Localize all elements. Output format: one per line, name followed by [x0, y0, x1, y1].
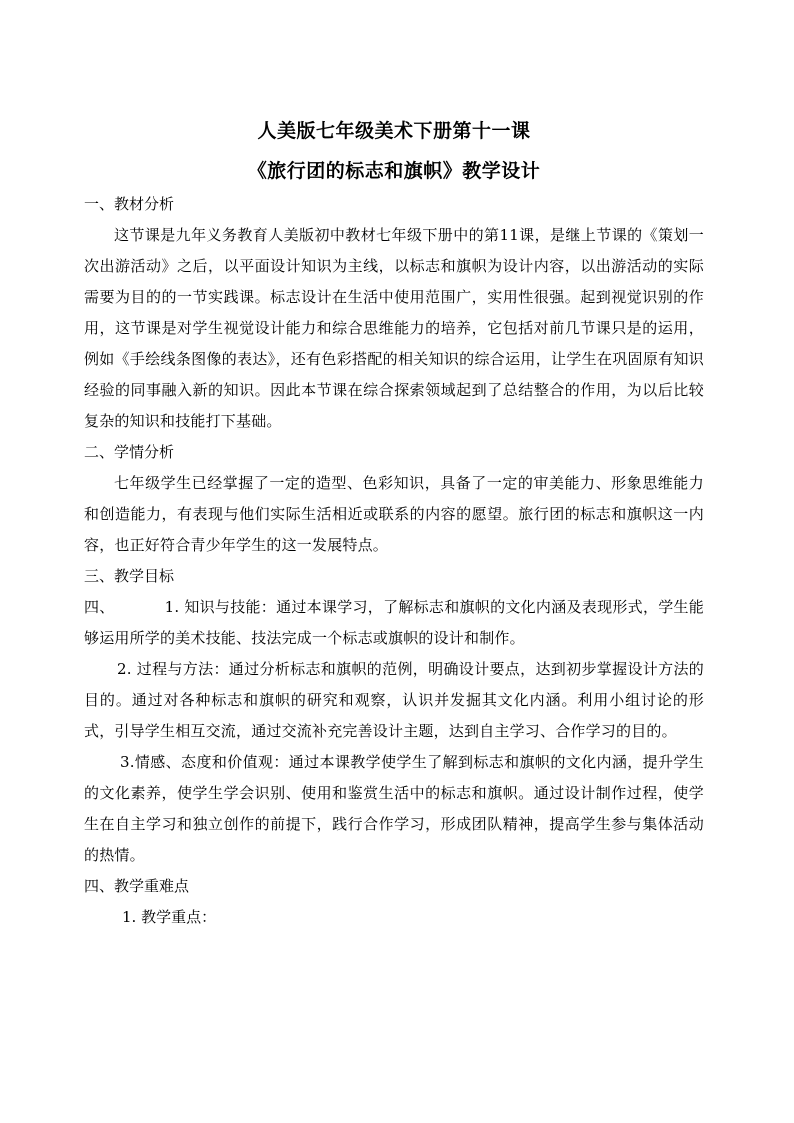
textbook-analysis-paragraph: 这节课是九年义务教育人美版初中教材七年级下册中的第11课，是继上节课的《策划一次出游活动》之后，以平面设计知识为主线，以标志和旗帜为设计内容，以出游活动的实际需要为目的的一节实践课。标志设计在生活中使用范围广，实用性很强。起到视觉识别的作用，这节课是对学生视觉设计能力和综合思维能力的培养，它包括对前几节课只是的运用，例如《手绘线条图像的表达》，还有色彩搭配的相关知识的综合运用，让学生在巩固原有知识经验的同事融入新的知识。因此本节课在综合探索领域起到了总结整合的作用，为以后比较复杂的知识和技能打下基础。: [84, 226, 704, 430]
objective-process-method: 2. 过程与方法：通过分析标志和旗帜的范例，明确设计要点，达到初步掌握设计方法的目的。通过对各种标志和旗帜的研究和观察，认识并发掘其文化内涵。利用小组讨论的形式，引导学生相互交流，通过交流补充完善设计主题，达到自主学习、合作学习的目的。: [84, 660, 704, 740]
student-analysis-paragraph: 七年级学生已经掌握了一定的造型、色彩知识，具备了一定的审美能力、形象思维能力和创造能力，有表现与他们实际生活相近或联系的内容的愿望。旅行团的标志和旗帜这一内容，也正好符合青少年学生的这一发展特点。: [84, 474, 704, 554]
objective-knowledge-skills: [84, 592, 704, 654]
document-content: [84, 118, 704, 933]
section-heading-key-difficult-points: 四、教学重难点: [84, 877, 190, 895]
section-heading-student-analysis: 二、学情分析: [84, 443, 175, 461]
document-title: 人美版七年级美术下册第十一课: [257, 120, 531, 142]
document-subtitle: 《旅行团的标志和旗帜》教学设计: [247, 160, 541, 182]
objective-emotion-attitude-values: 3.情感、态度和价值观：通过本课教学使学生了解到标志和旗帜的文化内涵，提升学生的文化素养，使学生学会识别、使用和鉴赏生活中的标志和旗帜。通过设计制作过程，使学生在自主学习和独立创作的前提下，践行合作学习，形成团队精神，提高学生参与集体活动的热情。: [84, 753, 704, 864]
objective-list-prefix: 四、: [84, 598, 115, 616]
key-point-item: 1. 教学重点：: [122, 908, 217, 926]
objective-knowledge-skills-text: 1. 知识与技能：通过本课学习，了解标志和旗帜的文化内涵及表现形式，学生能够运用所学的美术技能、技法完成一个标志或旗帜的设计和制作。: [84, 598, 704, 647]
section-heading-textbook-analysis: 一、教材分析: [84, 195, 175, 213]
section-heading-teaching-objectives: 三、教学目标: [84, 567, 175, 585]
